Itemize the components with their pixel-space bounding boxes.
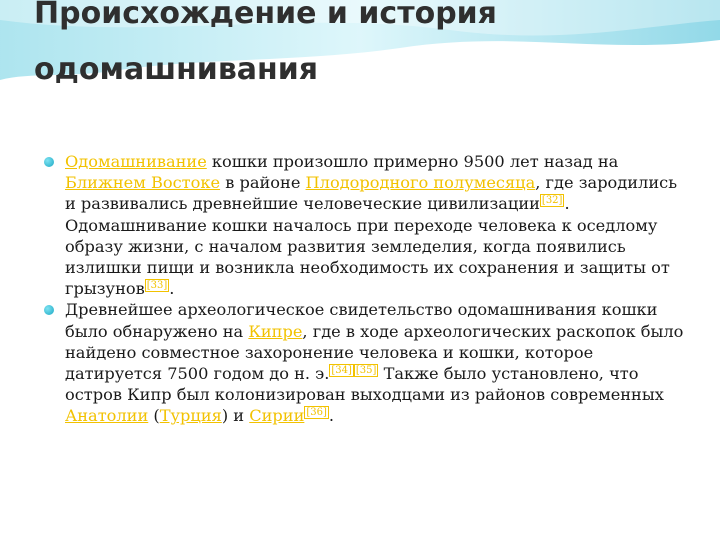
page-title: Происхождение и история одомашнивания (34, 0, 497, 87)
ref-35[interactable]: [35] (355, 365, 377, 377)
link-anatolia[interactable]: Анатолии (65, 406, 149, 426)
link-fertile-crescent[interactable]: Плодородного полумесяца (305, 173, 536, 193)
ref-32[interactable]: [32] (541, 195, 563, 207)
bullet-circle-icon (44, 157, 54, 167)
link-middle-east[interactable]: Ближнем Востоке (65, 173, 221, 193)
link-turkey[interactable]: Турция (159, 406, 222, 426)
ref-36[interactable]: [36] (306, 407, 327, 419)
ref-34[interactable]: [34] (331, 365, 352, 377)
ref-33[interactable]: [33] (146, 280, 168, 292)
link-cyprus[interactable]: Кипре (248, 321, 303, 341)
bullet-paragraph-2: Древнейшее археологическое свидетельство одомашнивания кошки было обнаружено на Кипре, где в ходе археологических раскопок было найдено совместное захоронение человека и кошки, которое датируется 7500 годом до н. э. [34] [35] Также было установлено, что остров Кипр был колонизирован выходцами из районов современных Анатолии (Турция) и Сирии [36] . (44, 299, 684, 426)
slide-body (44, 151, 684, 427)
link-syria[interactable]: Сирии (249, 406, 305, 426)
bullet-paragraph-1: Одомашнивание кошки произошло примерно 9500 лет назад на Ближнем Востоке в районе Плодородного полумесяца, где зародились и развивались древнейшие человеческие цивилизации [32] . Одомашнивание кошки началось при переходе человека к оседлому образу жизни, с началом развития земледелия, когда появились излишки пищи и возникла необходимость их сохранения и защиты от грызунов [33] . (44, 151, 684, 299)
link-domestication[interactable]: Одомашнивание (65, 152, 207, 171)
bullet-circle-icon (44, 305, 54, 315)
